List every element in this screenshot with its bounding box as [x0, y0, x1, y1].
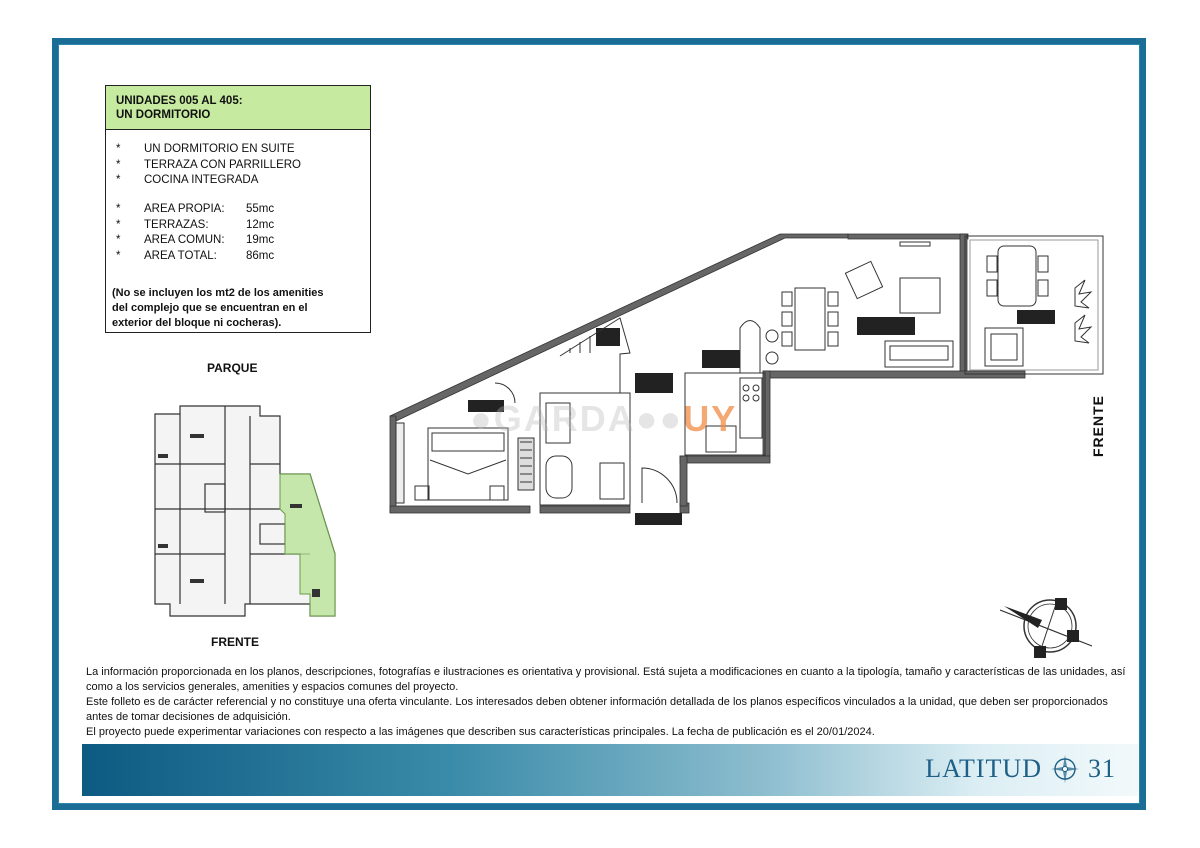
brand-name: LATITUD	[925, 754, 1042, 783]
list-item: * AREA PROPIA: 55mc	[116, 203, 275, 215]
parque-label: PARQUE	[207, 361, 258, 375]
list-item: * TERRAZAS: 12mc	[116, 218, 275, 231]
unit-info-box	[105, 85, 371, 333]
list-item: * AREA TOTAL: 86mc	[116, 249, 275, 262]
amenities-note: (No se incluyen los mt2 de los amenities del complejo que se encuentran en el exterior del bloque ni cocheras).	[112, 287, 324, 329]
list-item: * UN DORMITORIO EN SUITE	[116, 143, 295, 155]
features-list	[116, 142, 301, 189]
disclaimer-paragraph-1: La información proporcionada en los planos, descripciones, fotografías e ilustraciones es orientativa y provisional. Está sujeta a modificaciones en cuanto a la tipología, tamaño y características de las unidades, así como a los servicios generales, amenities y espacios comunes del proyecto.	[86, 666, 1126, 693]
frente-side-label: FRENTE	[1090, 395, 1106, 457]
brand-footer-bar	[82, 744, 1138, 796]
unit-info-heading	[106, 86, 370, 130]
list-item: * TERRAZA CON PARRILLERO	[116, 158, 301, 171]
disclaimer-paragraph-3: El proyecto puede experimentar variaciones con respecto a las imágenes que describen sus características principales. La fecha de publicación es el 20/01/2024.	[86, 726, 875, 738]
watermark: ●GARDA●●UY	[470, 398, 738, 439]
brand-number: 31	[1088, 754, 1116, 783]
key-plan	[150, 404, 340, 619]
brand-logo	[925, 754, 1116, 784]
north-compass-icon	[1000, 588, 1095, 666]
heading-line-1: UNIDADES 005 AL 405:	[116, 95, 243, 107]
list-item: * COCINA INTEGRADA	[116, 174, 259, 186]
floor-plan	[380, 228, 1110, 538]
heading-line-2: UN DORMITORIO	[116, 109, 211, 121]
disclaimer-paragraph-2: Este folleto es de carácter referencial y no constituye una oferta vinculante. Los interesados deben obtener información detallada de los planos específicos vinculados a la unidad, que deben ser proporcionados antes de tomar decisiones de adquisición.	[86, 696, 1108, 723]
list-item: * AREA COMUN: 19mc	[116, 234, 275, 246]
frente-key-label: FRENTE	[211, 635, 259, 649]
compass-rose-icon	[1050, 754, 1080, 784]
disclaimer-text	[86, 665, 1126, 740]
areas-list	[116, 202, 274, 264]
